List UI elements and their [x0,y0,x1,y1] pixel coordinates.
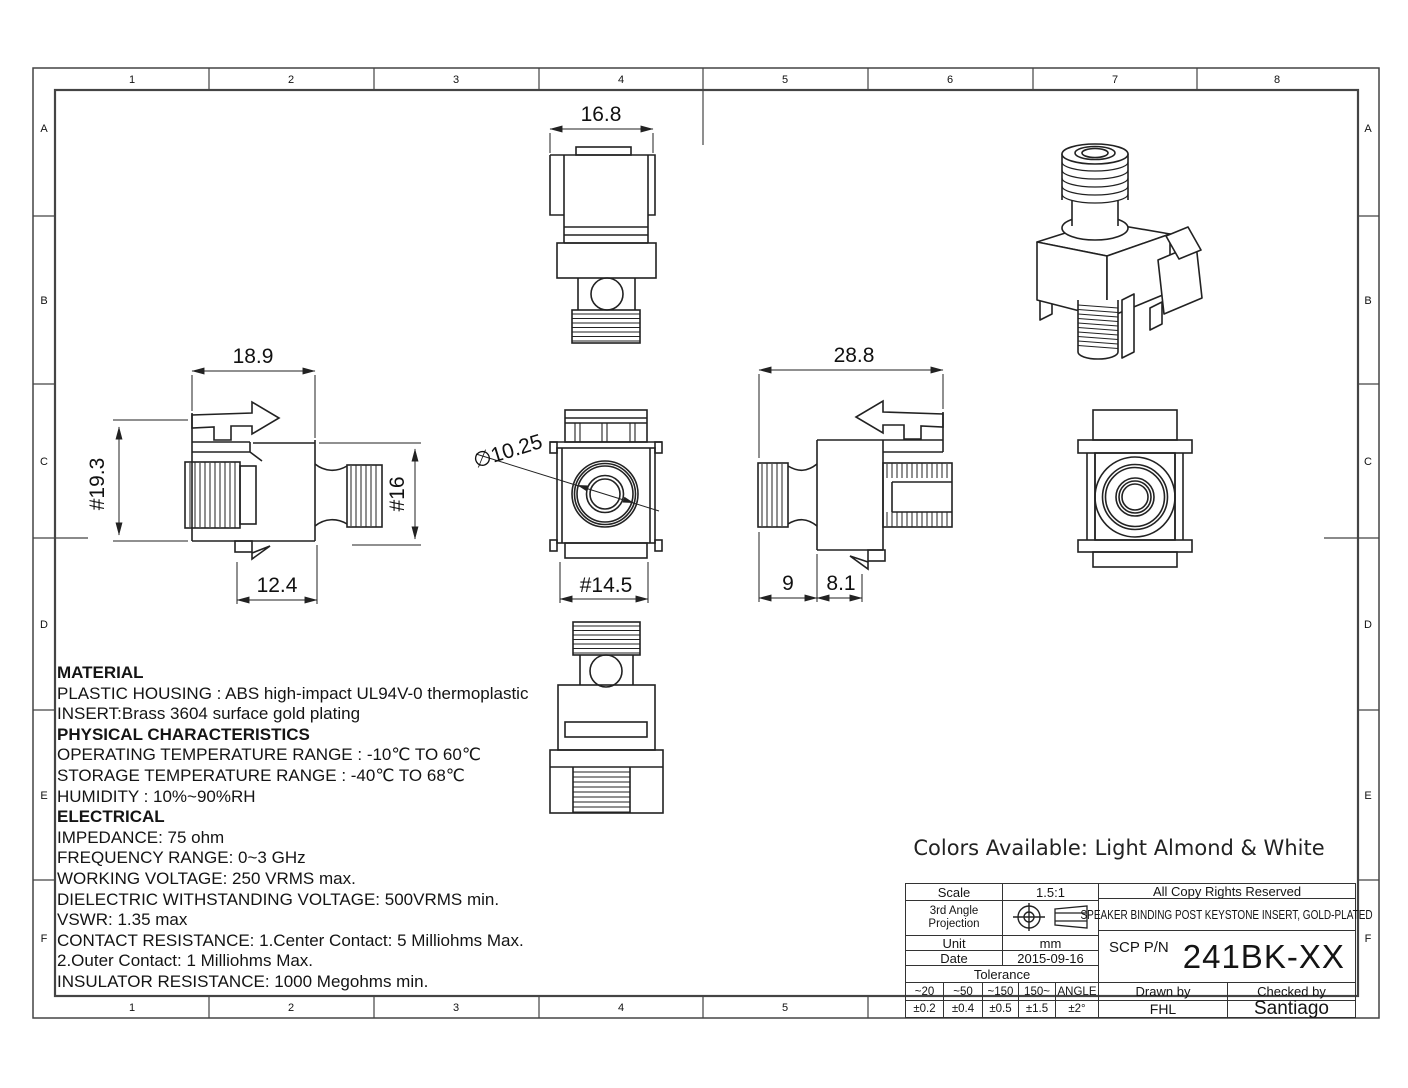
col-label-bottom: 3 [452,1002,460,1014]
front-view-dimensions [471,430,659,603]
dim-right-view-bottom-right: 8.1 [826,572,856,595]
spec-line: STORAGE TEMPERATURE RANGE : -40℃ TO 68℃ [57,765,465,785]
tolerance-value: ±0.2 [905,1000,944,1018]
row-label-right: A [1364,123,1372,135]
spec-line: VSWR: 1.35 max [57,910,188,930]
row-label-left: F [40,933,48,945]
dim-left-view-height: #19.3 [86,457,109,511]
col-label-bottom: 1 [128,1002,136,1014]
tolerance-header: ~150 [982,982,1019,1001]
title-block [905,883,1374,1019]
tolerance-value: ±0.4 [943,1000,983,1018]
projection-label: 3rd Angle Projection [905,900,1003,936]
dim-right-view-bottom-left: 9 [782,572,794,595]
right-side-view-drawing [758,401,952,569]
row-label-left: E [40,790,48,802]
tolerance-header: ~20 [905,982,944,1001]
scale-label: Scale [905,883,1003,901]
spec-line: CONTACT RESISTANCE: 1.Center Contact: 5 Milliohms Max. [57,930,524,950]
date-value: 2015-09-16 [1002,950,1099,966]
drawing-title: SPEAKER BINDING POST KEYSTONE INSERT, GOLD-PLATED [1098,898,1356,931]
drawn-by-label: Drawn by [1098,982,1228,1001]
tolerance-header: ANGLE [1055,982,1099,1001]
spec-line: INSERT:Brass 3604 surface gold plating [57,704,361,724]
date-label: Date [905,950,1003,966]
specifications-block [57,663,549,993]
front-view-drawing [550,410,662,558]
spec-heading: PHYSICAL CHARACTERISTICS [57,724,310,744]
row-label-left: D [40,619,48,631]
spec-line: HUMIDITY : 10%~90%RH [57,786,256,806]
spec-line: DIELECTRIC WITHSTANDING VOLTAGE: 500VRMS min. [57,889,500,909]
col-label-bottom: 5 [781,1002,789,1014]
spec-line: FREQUENCY RANGE: 0~3 GHz [57,848,306,868]
col-label-top: 1 [128,74,136,86]
spec-line: WORKING VOLTAGE: 250 VRMS max. [57,868,356,888]
checked-by-value: Santiago [1227,1000,1356,1018]
col-label-top: 2 [287,74,295,86]
copyright-note: All Copy Rights Reserved [1098,883,1356,899]
dim-right-view-top: 28.8 [833,344,875,367]
col-label-top: 7 [1111,74,1119,86]
spec-line: PLASTIC HOUSING : ABS high-impact UL94V-0 thermoplastic [57,683,529,703]
col-label-bottom: 2 [287,1002,295,1014]
colors-available-note: Colors Available: Light Almond & White [913,836,1325,860]
bottom-view-drawing [550,622,663,813]
scale-value: 1.5:1 [1002,883,1099,901]
rear-view-drawing [1078,410,1192,567]
unit-label: Unit [905,935,1003,951]
left-side-view-drawing [185,402,382,559]
row-label-right: B [1364,295,1372,307]
row-label-left: C [40,456,48,468]
spec-line: IMPEDANCE: 75 ohm [57,827,225,847]
tolerance-label: Tolerance [905,965,1099,983]
col-label-top: 4 [617,74,625,86]
dim-left-view-right-height: #16 [386,476,409,512]
row-label-left: A [40,123,48,135]
spec-line: OPERATING TEMPERATURE RANGE : -10℃ TO 60℃ [57,745,481,765]
right-side-view-dimensions [759,344,943,602]
col-label-top: 3 [452,74,460,86]
dim-top-view-width: 16.8 [580,103,622,126]
spec-line: 2.Outer Contact: 1 Milliohms Max. [57,951,314,971]
row-label-right: D [1364,619,1372,631]
dim-left-view-bottom: 12.4 [256,574,298,597]
isometric-view-drawing [1037,144,1202,359]
drawn-by-value: FHL [1098,1000,1228,1018]
part-number-cell [1098,930,1356,983]
tolerance-value: ±0.5 [982,1000,1019,1018]
col-label-top: 5 [781,74,789,86]
row-label-right: F [1364,933,1372,945]
tolerance-header: ~50 [943,982,983,1001]
top-view-dimension [550,103,653,153]
dim-left-view-top: 18.9 [232,345,274,368]
tolerance-value: ±1.5 [1018,1000,1056,1018]
spec-heading: ELECTRICAL [57,807,165,827]
col-label-bottom: 4 [617,1002,625,1014]
col-label-top: 6 [946,74,954,86]
part-number-label: SCP P/N [1109,939,1169,956]
col-label-top: 8 [1273,74,1281,86]
checked-by-label: Checked by [1227,982,1356,1001]
tolerance-header: 150~ [1018,982,1056,1001]
unit-value: mm [1002,935,1099,951]
row-label-right: E [1364,790,1372,802]
top-view-drawing [550,147,656,343]
row-label-left: B [40,295,48,307]
part-number-value: 241BK-XX [1182,937,1345,975]
spec-heading: MATERIAL [57,663,144,682]
row-label-right: C [1364,456,1372,468]
spec-line: INSULATOR RESISTANCE: 1000 Megohms min. [57,971,429,991]
tolerance-value: ±2° [1055,1000,1099,1018]
dim-front-view-width: #14.5 [579,574,633,597]
dim-front-view-diameter: ∅10.25 [470,430,546,473]
